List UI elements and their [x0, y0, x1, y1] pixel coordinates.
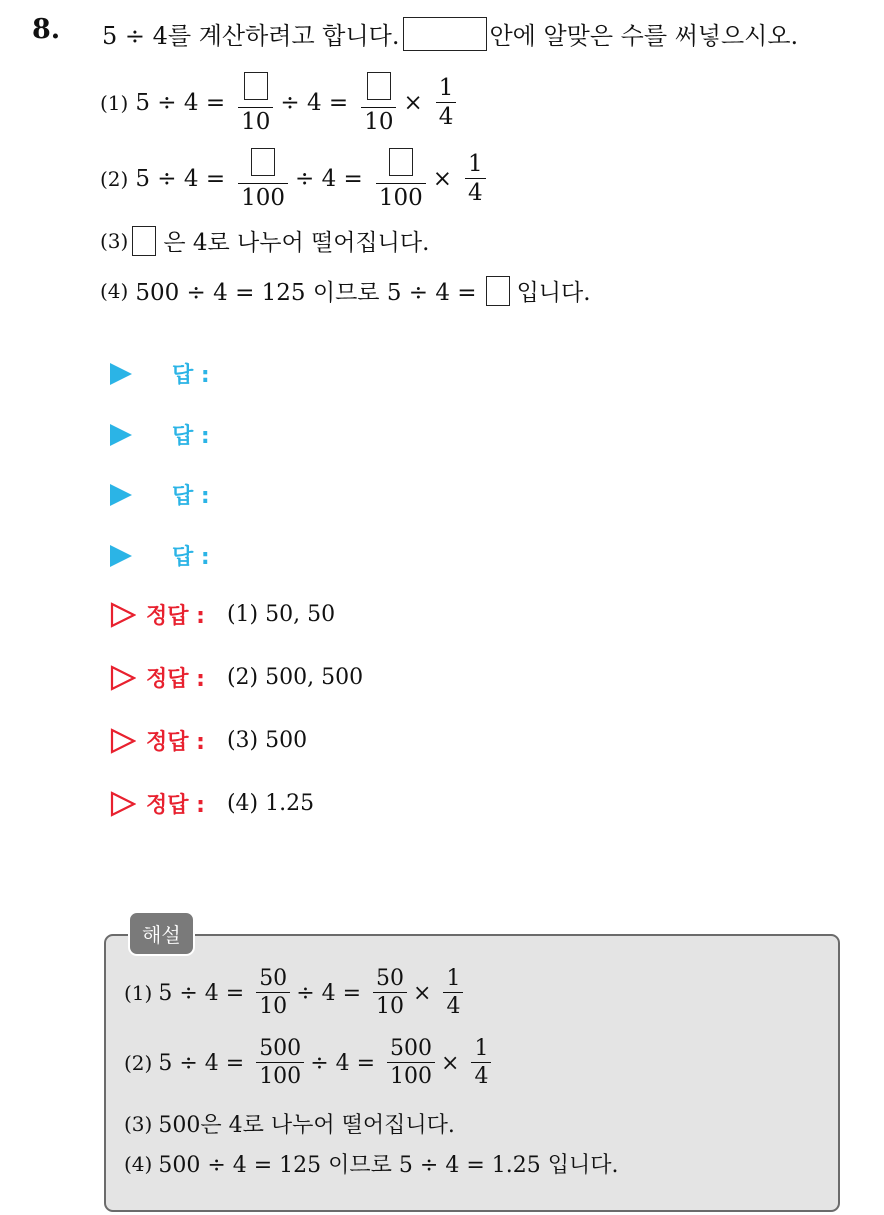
- answer-key-3: [110, 725, 307, 756]
- answer-label: 답 :: [172, 545, 210, 570]
- part-3-text: 은 4로 나누어 떨어집니다.: [163, 230, 430, 256]
- part-2-fden: 4: [468, 180, 483, 206]
- explanation-2-den-1: 100: [259, 1064, 302, 1089]
- part-1-fnum: 1: [438, 75, 454, 101]
- key-label: 정답 :: [146, 730, 205, 755]
- part-2-label: (2): [100, 167, 129, 191]
- play-triangle-icon: [110, 363, 132, 385]
- blank-square: [367, 72, 391, 100]
- explanation-tag: 해설: [128, 911, 195, 956]
- part-1-fraction-1: [238, 72, 273, 134]
- explanation-3-label: (3): [124, 1111, 153, 1136]
- explanation-1-fraction-1: [256, 968, 290, 1018]
- part-2-op-2: ×: [432, 166, 452, 192]
- part-4-before: 500 ÷ 4 = 125 이므로 5 ÷ 4 =: [135, 280, 477, 306]
- key-text: (1) 50, 50: [226, 602, 336, 627]
- question-number: 8.: [32, 14, 61, 45]
- explanation-1-fraction-2: [373, 968, 407, 1018]
- explanation-1-fnum: 1: [446, 966, 461, 991]
- outline-triangle-icon: [110, 665, 136, 691]
- part-1-lhs: 5 ÷ 4 =: [135, 90, 226, 116]
- explanation-4: [124, 1148, 624, 1179]
- explanation-2-fden: 4: [474, 1064, 489, 1089]
- part-2-lhs: 5 ÷ 4 =: [135, 166, 226, 192]
- key-label: 정답 :: [146, 793, 205, 818]
- explanation-1-op-1: ÷ 4 =: [296, 980, 362, 1006]
- question-stem-before: 5 ÷ 4를 계산하려고 합니다.: [102, 22, 400, 50]
- blank-square: [244, 72, 268, 100]
- answer-blank-box: [403, 17, 487, 51]
- key-label: 정답 :: [146, 604, 205, 629]
- blank-square: [132, 226, 156, 256]
- blank-square: [389, 148, 413, 176]
- part-3: [100, 224, 436, 257]
- question-stem-after: 안에 알맞은 수를 써넣으시오.: [489, 22, 799, 50]
- part-2-fnum: 1: [468, 151, 483, 177]
- play-triangle-icon: [110, 545, 132, 567]
- explanation-1-lhs: 5 ÷ 4 =: [158, 980, 245, 1006]
- explanation-2-label: (2): [124, 1051, 153, 1075]
- part-1-op-2: ×: [403, 90, 423, 116]
- part-2-fraction-1: [238, 148, 288, 210]
- answer-line-1: [110, 358, 210, 389]
- explanation-2-fraction-2: [387, 1038, 435, 1088]
- part-1-label: (1): [100, 91, 129, 115]
- part-1: [100, 72, 463, 134]
- part-4-after: 입니다.: [516, 280, 591, 306]
- explanation-2-den-2: 100: [390, 1064, 433, 1089]
- part-1-fraction-2: [361, 72, 396, 134]
- part-4-label: (4): [100, 278, 129, 303]
- explanation-2-lhs: 5 ÷ 4 =: [158, 1050, 245, 1076]
- outline-triangle-icon: [110, 728, 136, 754]
- explanation-1-label: (1): [124, 981, 153, 1005]
- play-triangle-icon: [110, 484, 132, 506]
- explanation-2-op-1: ÷ 4 =: [310, 1050, 376, 1076]
- explanation-4-label: (4): [124, 1151, 153, 1176]
- explanation-1-num-2: 50: [376, 966, 405, 991]
- part-2: [100, 148, 493, 210]
- answer-label: 답 :: [172, 484, 210, 509]
- part-1-den-1: 10: [241, 109, 271, 135]
- blank-square: [486, 276, 510, 306]
- explanation-1-num-1: 50: [259, 966, 288, 991]
- answer-key-4: [110, 788, 314, 819]
- explanation-2-num-2: 500: [390, 1036, 433, 1061]
- answer-line-2: [110, 419, 210, 450]
- part-1-fraction-3: [436, 77, 457, 129]
- key-text: (2) 500, 500: [226, 665, 364, 690]
- explanation-1-den-1: 10: [259, 994, 288, 1019]
- explanation-2-fraction-3: [471, 1038, 491, 1088]
- explanation-1-fraction-3: [443, 968, 463, 1018]
- key-text: (3) 500: [226, 728, 308, 753]
- part-2-fraction-3: [465, 153, 486, 205]
- explanation-2: [124, 1038, 497, 1088]
- play-triangle-icon: [110, 424, 132, 446]
- part-1-fden: 4: [438, 104, 454, 130]
- part-2-den-1: 100: [241, 185, 285, 211]
- explanation-2-fnum: 1: [474, 1036, 489, 1061]
- explanation-1-den-2: 10: [376, 994, 405, 1019]
- part-2-den-2: 100: [378, 185, 423, 211]
- question-stem: [102, 16, 798, 51]
- key-label: 정답 :: [146, 667, 205, 692]
- explanation-3: [124, 1108, 461, 1139]
- blank-square: [251, 148, 275, 176]
- answer-label: 답 :: [172, 363, 210, 388]
- explanation-1: [124, 968, 469, 1018]
- part-2-op-1: ÷ 4 =: [295, 166, 363, 192]
- explanation-2-fraction-1: [256, 1038, 304, 1088]
- outline-triangle-icon: [110, 602, 136, 628]
- part-4: [100, 274, 598, 307]
- part-2-fraction-2: [376, 148, 426, 210]
- explanation-4-text: 500 ÷ 4 = 125 이므로 5 ÷ 4 = 1.25 입니다.: [158, 1153, 619, 1178]
- part-1-den-2: 10: [364, 109, 394, 135]
- part-1-op-1: ÷ 4 =: [280, 90, 349, 116]
- answer-key-2: [110, 662, 363, 693]
- part-3-label: (3): [100, 228, 129, 253]
- answer-label: 답 :: [172, 424, 210, 449]
- explanation-1-op-2: ×: [413, 980, 432, 1006]
- explanation-3-text: 500은 4로 나누어 떨어집니다.: [158, 1113, 455, 1138]
- explanation-1-fden: 4: [446, 994, 461, 1019]
- explanation-2-op-2: ×: [441, 1050, 460, 1076]
- answer-line-4: [110, 540, 210, 571]
- explanation-2-num-1: 500: [259, 1036, 302, 1061]
- answer-line-3: [110, 479, 210, 510]
- key-text: (4) 1.25: [226, 791, 315, 816]
- outline-triangle-icon: [110, 791, 136, 817]
- answer-key-1: [110, 599, 335, 630]
